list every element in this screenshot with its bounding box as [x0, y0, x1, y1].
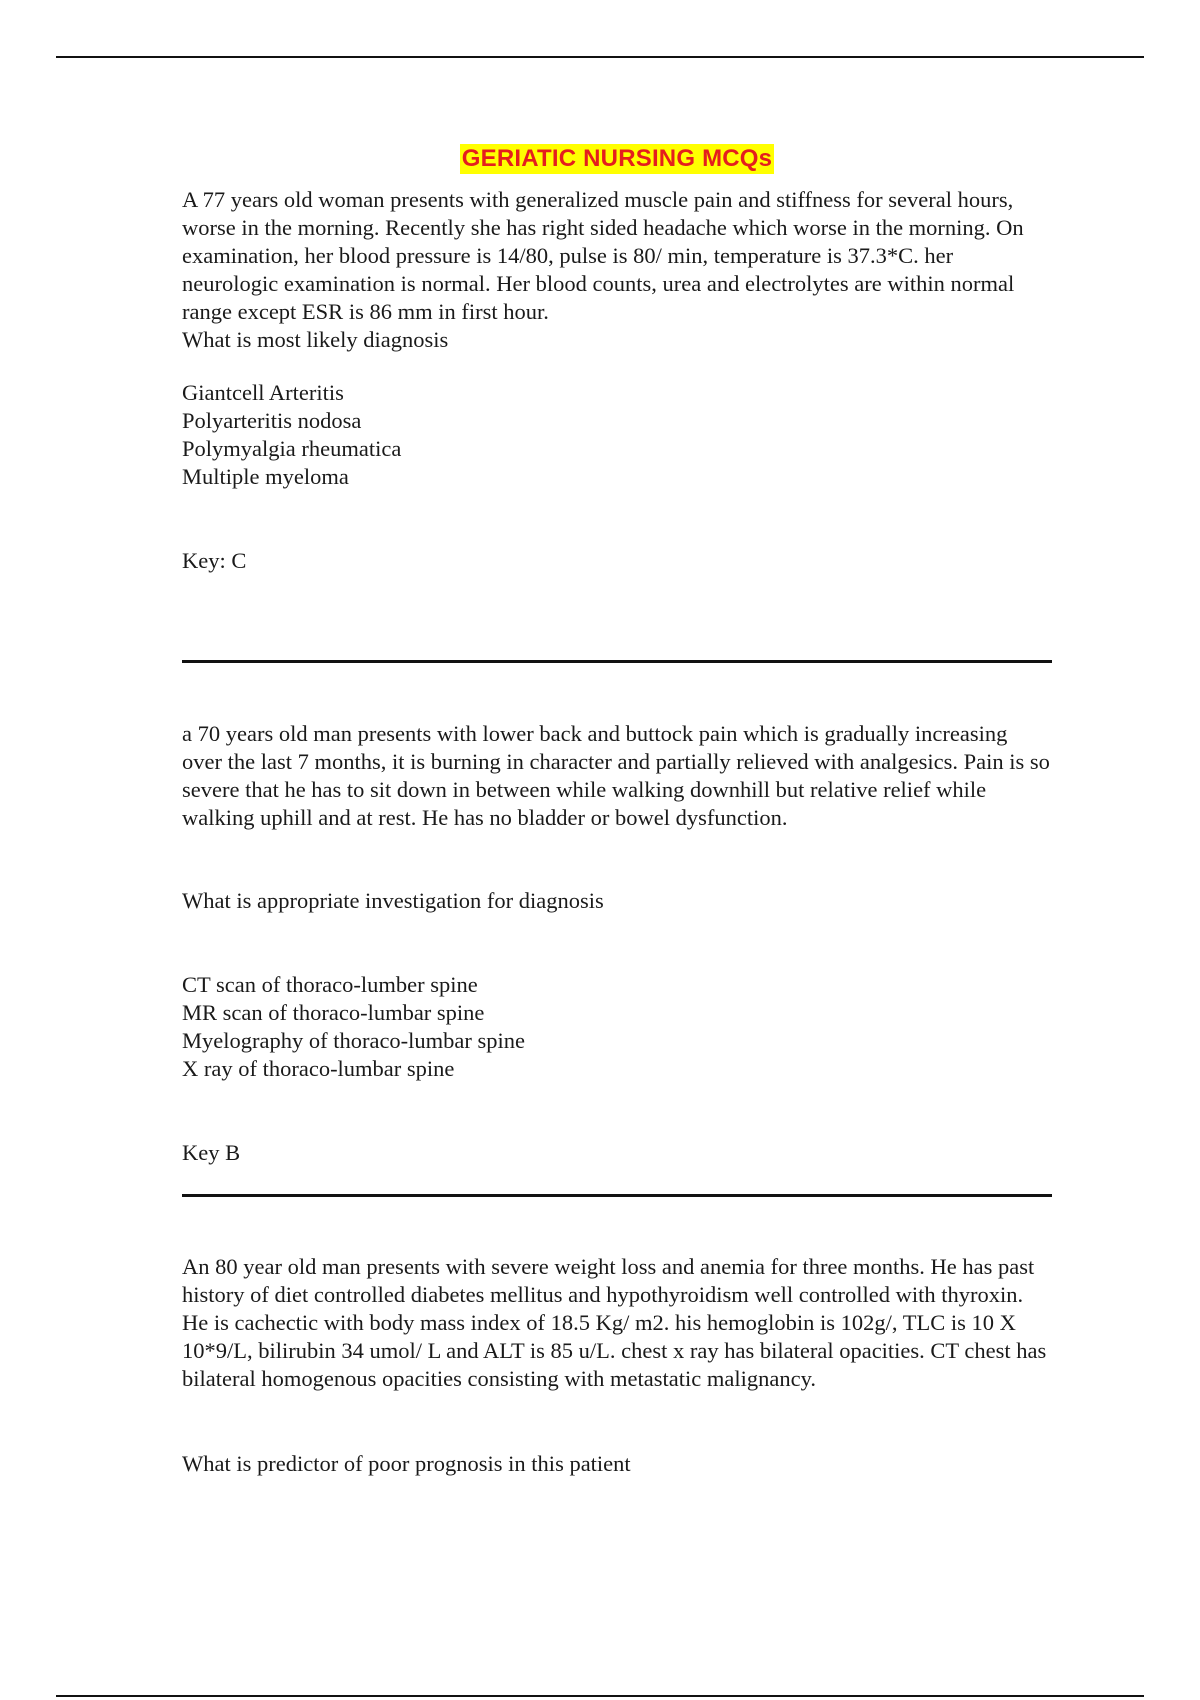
question-2-prompt: What is appropriate investigation for diagnosis — [182, 888, 604, 913]
question-1-option-c: Polymyalgia rheumatica — [182, 436, 402, 461]
question-1-key-block — [182, 547, 1052, 575]
question-2-stem-block — [182, 720, 1052, 832]
question-1-option-d: Multiple myeloma — [182, 464, 349, 489]
question-2-options-block — [182, 971, 1052, 1083]
question-1-option-b: Polyarteritis nodosa — [182, 408, 362, 433]
question-3-stem: An 80 year old man presents with severe weight loss and anemia for three months. He has past history of diet controlled diabetes mellitus and hypothyroidism well controlled with thyroxin. He is cachectic with body mass index of 18.5 Kg/ m2. his hemoglobin is 102g/, TLC is 10 X 10*9/L, bilirubin 34 umol/ L and ALT is 85 u/L. chest x ray has bilateral opacities. CT chest has bilateral homogenous opacities consisting with metastatic malignancy. — [182, 1254, 1047, 1391]
question-1-key: Key: C — [182, 548, 247, 573]
question-3-prompt: What is predictor of poor prognosis in this patient — [182, 1451, 631, 1476]
question-2-option-d: X ray of thoraco-lumbar spine — [182, 1056, 455, 1081]
question-2-key-block — [182, 1139, 1052, 1167]
question-1-options — [182, 379, 1052, 491]
page-top-rule — [56, 56, 1144, 58]
question-1-options-block — [182, 379, 1052, 491]
title-wrapper — [182, 144, 1052, 174]
question-1-stem: A 77 years old woman presents with generalized muscle pain and stiffness for several hours, worse in the morning. Recently she has right sided headache which worse in the morning. On examination, her blood pressure is 14/80, pulse is 80/ min, temperature is 37.3*C. her neurologic examination is normal. Her blood counts, urea and electrolytes are within normal range except ESR is 86 mm in first hour. — [182, 187, 1024, 324]
question-1-stem-block — [182, 186, 1052, 354]
question-1-option-a: Giantcell Arteritis — [182, 380, 344, 405]
question-separator-2 — [182, 1194, 1052, 1197]
question-2-prompt-block — [182, 887, 1052, 915]
question-2-option-a: CT scan of thoraco-lumber spine — [182, 972, 478, 997]
question-3-prompt-block — [182, 1450, 1052, 1478]
question-2-stem: a 70 years old man presents with lower back and buttock pain which is gradually increasing over the last 7 months, it is burning in character and partially relieved with analgesics. Pain is so severe that he has to sit down in between while walking downhill but relative relief while walking uphill and at rest. He has no bladder or bowel dysfunction. — [182, 721, 1050, 830]
question-2-key: Key B — [182, 1140, 241, 1165]
question-2-option-c: Myelography of thoraco-lumbar spine — [182, 1028, 526, 1053]
question-1-prompt: What is most likely diagnosis — [182, 327, 449, 352]
document-title: GERIATIC NURSING MCQs — [461, 145, 773, 172]
question-2-options — [182, 971, 1052, 1083]
question-3-stem-block — [182, 1253, 1052, 1393]
page-bottom-rule — [56, 1695, 1144, 1697]
question-2-option-b: MR scan of thoraco-lumbar spine — [182, 1000, 485, 1025]
question-separator-1 — [182, 660, 1052, 663]
